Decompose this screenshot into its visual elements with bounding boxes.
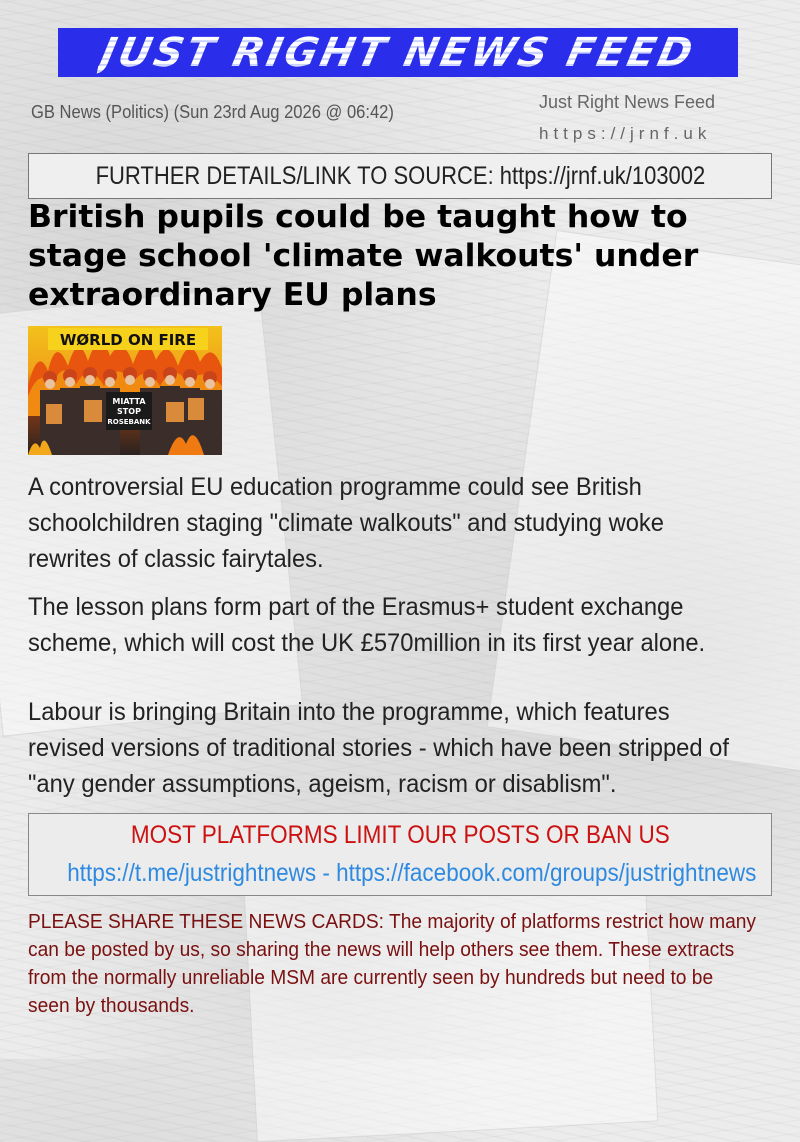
brand-name: Just Right News Feed <box>539 92 716 112</box>
share-message: PLEASE SHARE THESE NEWS CARDS: The majority of platforms restrict how many can be posted by us, so sharing the news will help others see them. These extracts from the normally unreliable MSM are currently seen by hundreds but need to be seen by thousands. <box>28 911 757 1017</box>
article-paragraph: A controversial EU education programme could see British schoolchildren staging "climate walkouts" and studying woke rewrites of classic fairytales. <box>28 473 665 573</box>
article-paragraph: Labour is bringing Britain into the programme, which features revised versions of traditional stories - which have been stripped of "any gender assumptions, ageism, racism or disablism". <box>28 698 729 798</box>
source-dateline: GB News (Politics) (Sun 23rd Aug 2026 @ 06:42) <box>31 102 394 122</box>
platform-notice-box <box>28 813 772 896</box>
source-link-box[interactable] <box>28 153 772 199</box>
article-headline: British pupils could be taught how to stage school 'climate walkouts' under extraordinary EU plans <box>28 199 699 313</box>
image-sign-line-3: ROSEBANK <box>107 418 151 426</box>
image-sign-line-1: MIATTA <box>112 397 146 406</box>
image-sign-line-2: STOP <box>117 407 141 416</box>
site-banner-title: JUST RIGHT NEWS FEED <box>96 29 700 76</box>
social-links[interactable]: https://t.me/justrightnews - https://facebook.com/groups/justrightnews <box>67 859 757 887</box>
image-banner-text: WØRLD ON FIRE <box>59 331 197 349</box>
site-banner <box>58 28 738 77</box>
platform-notice-title: MOST PLATFORMS LIMIT OUR POSTS OR BAN US <box>130 821 670 849</box>
brand-block <box>539 87 715 149</box>
article-image <box>28 326 222 455</box>
brand-url[interactable]: https://jrnf.uk <box>539 124 712 143</box>
source-link-text[interactable]: FURTHER DETAILS/LINK TO SOURCE: https://jrnf.uk/103002 <box>95 161 705 190</box>
article-paragraph: The lesson plans form part of the Erasmus+ student exchange scheme, which will cost the UK £570million in its first year alone. <box>28 593 706 657</box>
